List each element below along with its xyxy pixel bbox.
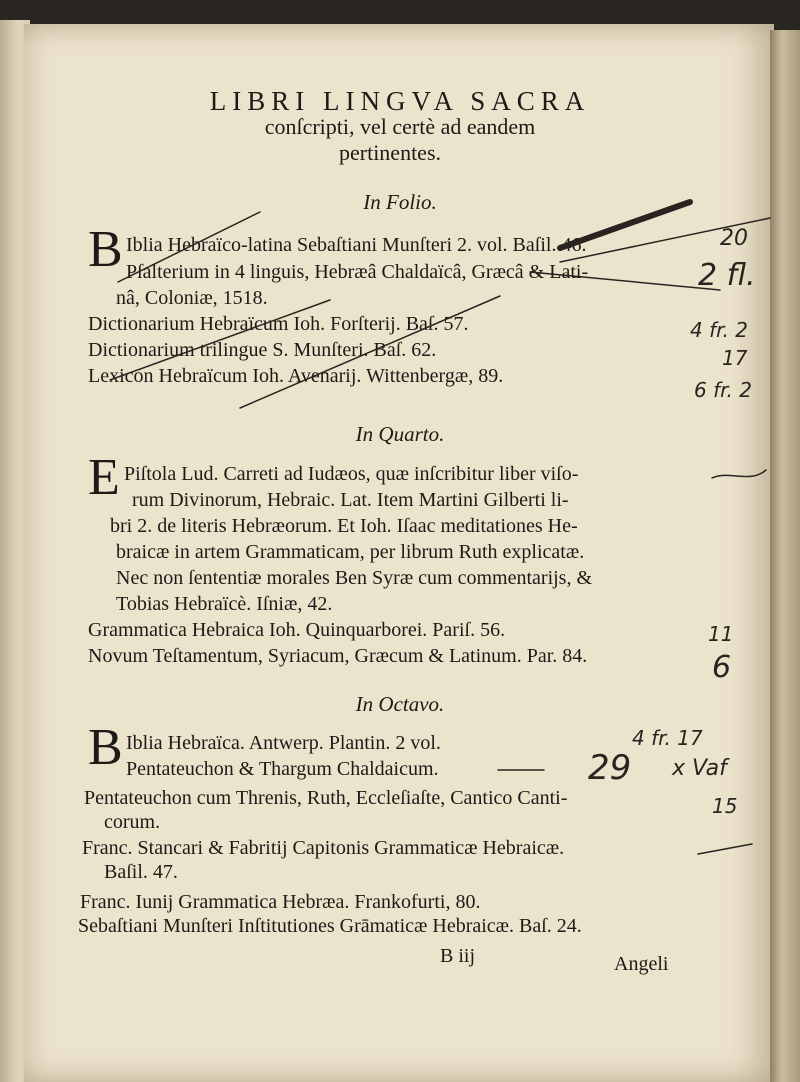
folio-line-6: Lexicon Hebraïcum Ioh. Avenarij. Wittenbergæ, 89. bbox=[88, 365, 504, 387]
quarto-line-8: Novum Teſtamentum, Syriacum, Græcum & Latinum. Par. 84. bbox=[88, 645, 588, 667]
octavo-line-1: Iblia Hebraïca. Antwerp. Plantin. 2 vol. bbox=[126, 732, 441, 754]
dropcap-octavo: B bbox=[88, 719, 123, 776]
handwritten-note-15: 15 bbox=[712, 794, 738, 818]
octavo-line-4: corum. bbox=[104, 811, 161, 833]
folio-line-5: Dictionarium trilingue S. Munſteri. Baſ. 62. bbox=[88, 339, 437, 361]
folio-strike-5 bbox=[240, 296, 500, 408]
quarto-line-4: braicæ in artem Grammaticam, per librum Ruth explicatæ. bbox=[116, 541, 585, 563]
octavo-line-2: Pentateuchon & Thargum Chaldaicum. bbox=[126, 758, 439, 780]
octavo-line-8: Sebaſtiani Munſteri Inſtitutiones Grāmaticæ Hebraicæ. Baſ. 24. bbox=[78, 915, 582, 937]
section-title-folio: In Folio. bbox=[363, 190, 437, 214]
folio-strike-2 bbox=[560, 202, 690, 248]
handwritten-note-17: 17 bbox=[722, 346, 748, 370]
quarto-line-3: bri 2. de literis Hebræorum. Et Ioh. Iſaac meditationes He- bbox=[110, 515, 578, 537]
handwritten-note-4fr2: 4 fr. 2 bbox=[690, 318, 748, 342]
octavo-flourish bbox=[698, 844, 752, 854]
folio-line-1: Iblia Hebraïco-latina Sebaſtiani Munſteri 2. vol. Baſil. 46. bbox=[126, 234, 587, 256]
octavo-line-5: Franc. Stancari & Fabritij Capitonis Grammaticæ Hebraicæ. bbox=[82, 837, 565, 859]
dropcap-folio: B bbox=[88, 221, 123, 278]
quarto-mark bbox=[712, 470, 766, 478]
folio-strike-6 bbox=[530, 272, 720, 290]
folio-line-4: Dictionarium Hebraïcum Ioh. Forſterij. Baſ. 57. bbox=[88, 313, 469, 335]
handwritten-note-29: 29 bbox=[588, 748, 632, 788]
quarto-line-5: Nec non ſententiæ morales Ben Syræ cum commentarijs, & bbox=[116, 567, 593, 589]
handwritten-note-4fr17: 4 fr. 17 bbox=[632, 726, 703, 750]
octavo-line-7: Franc. Iunij Grammatica Hebræa. Frankofurti, 80. bbox=[80, 891, 481, 913]
octavo-line-6: Baſil. 47. bbox=[104, 861, 178, 883]
dropcap-quarto: E bbox=[88, 449, 120, 506]
handwritten-note-6: 6 bbox=[712, 650, 732, 685]
page-subtitle-line-1: conſcripti, vel certè ad eandem bbox=[264, 114, 536, 139]
section-title-octavo: In Octavo. bbox=[355, 692, 445, 716]
page-title: LIBRI LINGVA SACRA bbox=[209, 86, 591, 116]
folio-line-3: nâ, Coloniæ, 1518. bbox=[116, 287, 268, 309]
catchword: Angeli bbox=[614, 953, 669, 975]
quarto-line-1: Piſtola Lud. Carreti ad Iudæos, quæ inſcribitur liber viſo- bbox=[124, 463, 579, 485]
signature-mark: B iij bbox=[440, 945, 476, 967]
quarto-line-2: rum Divinorum, Hebraic. Lat. Item Martini Gilberti li- bbox=[132, 489, 569, 511]
handwritten-note-xvaf: x Vaf bbox=[672, 756, 727, 781]
section-title-quarto: In Quarto. bbox=[355, 422, 445, 446]
quarto-line-6: Tobias Hebraïcè. Iſniæ, 42. bbox=[116, 593, 333, 615]
handwritten-note-11: 11 bbox=[708, 622, 734, 646]
folio-strike-1 bbox=[118, 212, 260, 282]
octavo-line-3: Pentateuchon cum Threnis, Ruth, Eccleſiaſte, Cantico Canti- bbox=[84, 787, 568, 809]
page-subtitle-line-2: pertinentes. bbox=[338, 140, 442, 165]
folio-line-2: Pſalterium in 4 linguis, Hebræâ Chaldaïcâ, Græcâ & Lati- bbox=[126, 261, 589, 283]
handwritten-note-20: 20 bbox=[720, 226, 748, 251]
handwritten-note-2fl: 2 fl. bbox=[698, 258, 756, 293]
quarto-line-7: Grammatica Hebraica Ioh. Quinquarborei. Pariſ. 56. bbox=[88, 619, 506, 641]
handwritten-note-6fr2: 6 fr. 2 bbox=[694, 378, 752, 402]
folio-strike-4 bbox=[110, 300, 330, 380]
